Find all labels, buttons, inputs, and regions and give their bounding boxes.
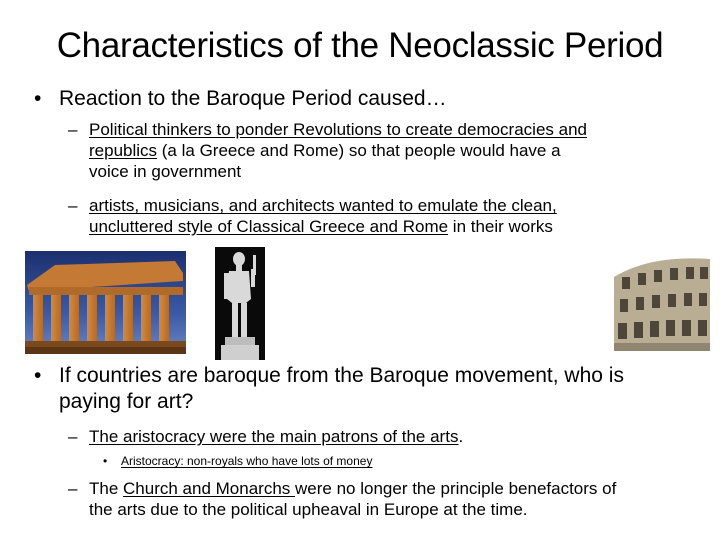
bullet-glyph: • (34, 364, 42, 387)
subpoint-church (68, 478, 708, 520)
church-text-end: the arts due to the political upheaval in Europe at the time. (89, 500, 528, 519)
colosseum-illustration (610, 251, 712, 354)
bullet-glyph: • (103, 454, 108, 468)
church-text: were no longer the principle benefactors of (295, 479, 617, 498)
aristocracy-period: . (458, 427, 464, 446)
parthenon-illustration (25, 251, 186, 354)
slide-title: Characteristics of the Neoclassic Period (56, 26, 664, 65)
dash-glyph: – (68, 196, 78, 215)
bullet-glyph: • (34, 87, 42, 110)
political-text: (a la Greece and Rome) so that people would have a (157, 141, 561, 160)
subpoint-aristocracy (68, 426, 708, 447)
colosseum-image (610, 251, 712, 354)
bullet-text-line2: paying for art? (59, 390, 194, 413)
parthenon-image (25, 251, 186, 354)
dash-glyph: – (68, 479, 78, 498)
subpoint-political (68, 119, 708, 182)
statue-illustration (215, 247, 265, 360)
church-text-start: The (89, 479, 124, 498)
artists-underlined: artists, musicians, and architects wanted to emulate the clean, (89, 196, 557, 215)
church-underlined: Church and Monarchs (123, 479, 296, 498)
subpoint-artists (68, 195, 708, 237)
political-underlined: Political thinkers to ponder Revolutions to create democracies and (89, 120, 587, 139)
bullet-reaction (34, 86, 694, 112)
bullet-patrons (34, 363, 704, 415)
dash-glyph: – (68, 120, 78, 139)
bullet-text-line1: If countries are baroque from the Baroque movement, who is (59, 364, 624, 387)
artists-text: in their works (448, 217, 553, 236)
definition-aristocracy (103, 454, 663, 469)
dash-glyph: – (68, 427, 78, 446)
republics-underlined: republics (89, 141, 158, 160)
definition-underlined: Aristocracy: non-royals who have lots of money (121, 454, 373, 468)
political-text-end: voice in government (89, 162, 242, 181)
classical-underlined: uncluttered style of Classical Greece and Rome (89, 217, 449, 236)
aristocracy-underlined: The aristocracy were the main patrons of the arts (89, 427, 459, 446)
statue-image (215, 247, 265, 360)
bullet-text: Reaction to the Baroque Period caused… (59, 87, 447, 110)
